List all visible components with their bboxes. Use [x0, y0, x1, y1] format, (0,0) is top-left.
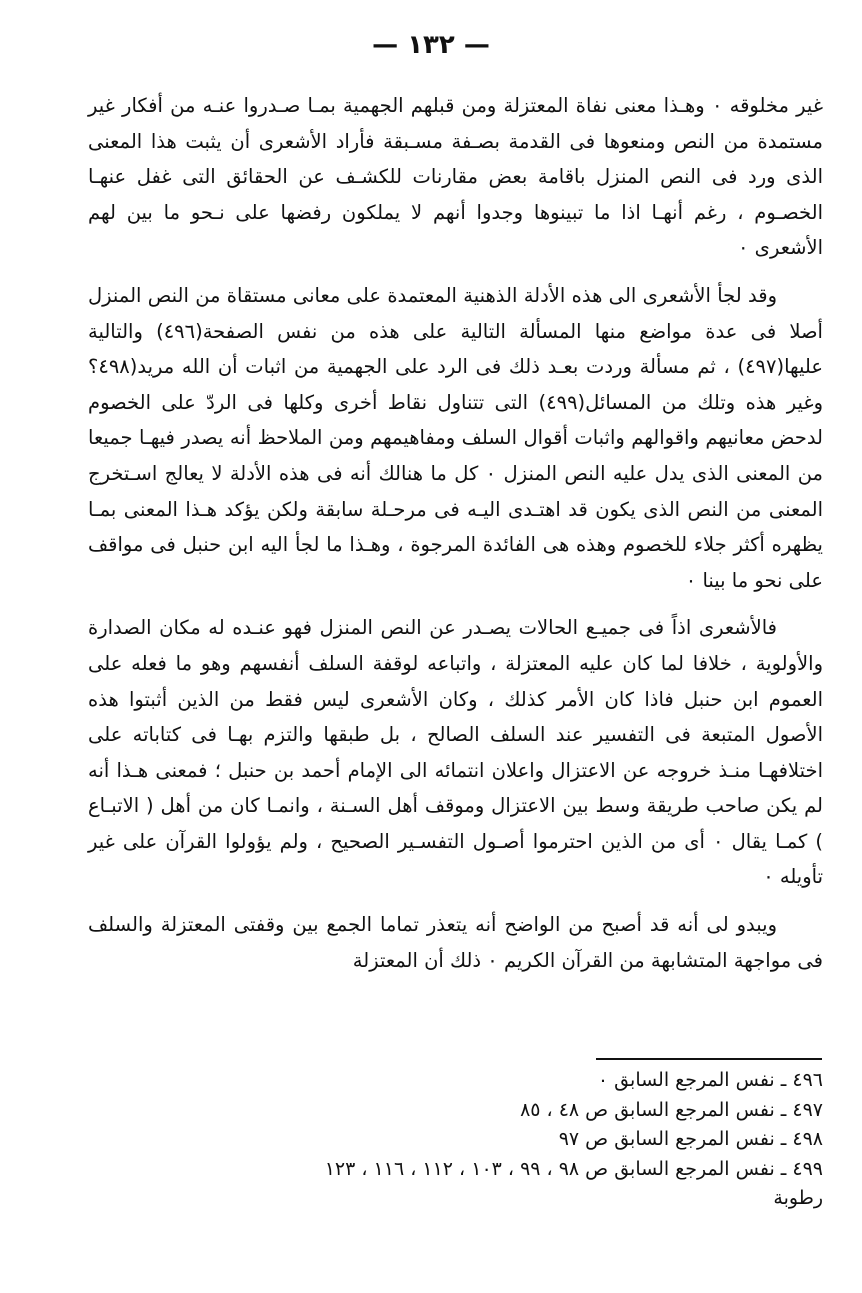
page-number: — ١٣٢ —: [372, 30, 490, 60]
paragraph-3: فالأشعرى اذاً فى جميـع الحالات يصـدر عن النص المنزل فهو عنـده له مكان الصدارة والأولوية ، خلافا لما كان عليه المعتزلة ، واتباعه لوقفة السلف أنفسهم وهو ما فعله على العموم ابن حنبل فاذا كان الأمر كذلك ، وكان الأشعرى ليس فقط من الذين أثبتوا هذه الأصول المتبعة فى التفسير عند السلف الصالح ، بل طبقها والتزم بهـا فى كتاباته على اختلافهـا منـذ خروجه عن الاعتزال واعلان انتمائه الى الإمام أحمد بن حنبل ؛ فمعنى هـذا أنه لم يكن صاحب طريقة وسط بين الاعتزال وموقف أهل السـنة ، وانمـا كان من أهل ( الاتبـاع ) كمـا يقال ٠ أى من الذين احترموا أصـول التفسـير الصحيح ، ولم يؤولوا القرآن على غير تأويله ٠: [88, 616, 823, 889]
paragraph-1: غير مخلوقه ٠ وهـذا معنى نفاة المعتزلة ومن قبلهم الجهمية بمـا صـدروا عنـه من أفكار غير مستمدة من النص ومنعوها فى القدمة بصـفة مسـبقة فأراد الأشعرى أن يثبت هذا المعنى الذى ورد فى النص المنزل باقامة بعض مقارنات للكشـف عن الحقائق التى غفل عنهـا الخصـوم ، رغم أنهـا اذا ما تبينوها وجدوا أنهم لا يملكون رفضها على نـحو ما بين لهم الأشعرى ٠: [88, 94, 824, 260]
footnote-499: ٤٩٩ ـ نفس المرجع السابق ص ٩٨ ، ٩٩ ، ١٠٣ ، ١١٢ ، ١١٦ ، ١٢٣: [324, 1157, 823, 1180]
footnote-498: ٤٩٨ ـ نفس المرجع السابق ص ٩٧: [558, 1128, 823, 1150]
footnotes: [88, 1066, 823, 1214]
footnote-497: ٤٩٧ ـ نفس المرجع السابق ص ٤٨ ، ٨٥: [520, 1098, 823, 1121]
footnote-499-continuation: رطوبة: [773, 1187, 823, 1209]
paragraph-2: وقد لجأ الأشعرى الى هذه الأدلة الذهنية المعتمدة على معانى مستقاة من النص المنزل أصلا فى عدة مواضع منها المسألة التالية على هذه من نفس الصفحة(٤٩٦) والتالية عليها(٤٩٧) ، ثم مسألة وردت بعـد ذلك فى الرد على الجهمية من اثبات أن الله مريد(٤٩٨؟ وغير هذه وتلك من المسائل(٤٩٩) التى تتناول نقاط أخرى وكلها فى الردّ على الخصوم لدحض معانيهم واقوالهم واثبات أقوال السلف ومفاهيمهم ومن الملاحظ أنه يصدر فيهـا جميعا من المعنى الذى يدل عليه النص المنزل ٠ كل ما هنالك أنه فى هذه الأدلة لا يعالج اسـتخرج المعنى من النص الذى يكون قد اهتـدى اليـه فى مرحـلة سابقة ولكن يؤكد هـذا المعنى بمـا يظهره أكثر جلاء للخصوم وهذه هى الفائدة المرجوة ، وهـذا ما لجأ اليه ابن حنبل فى مواقف على نحو ما بينا ٠: [88, 283, 823, 592]
paragraph-4: ويبدو لى أنه قد أصبح من الواضح أنه يتعذر تماما الجمع بين وقفتى المعتزلة والسلف فى مواجهة المتشابهة من القرآن الكريم ٠ ذلك أن المعتزلة: [88, 913, 823, 972]
footnote-496: ٤٩٦ ـ نفس المرجع السابق ٠: [597, 1069, 823, 1091]
footnote-divider: [596, 1058, 822, 1060]
body-text: [88, 88, 823, 990]
